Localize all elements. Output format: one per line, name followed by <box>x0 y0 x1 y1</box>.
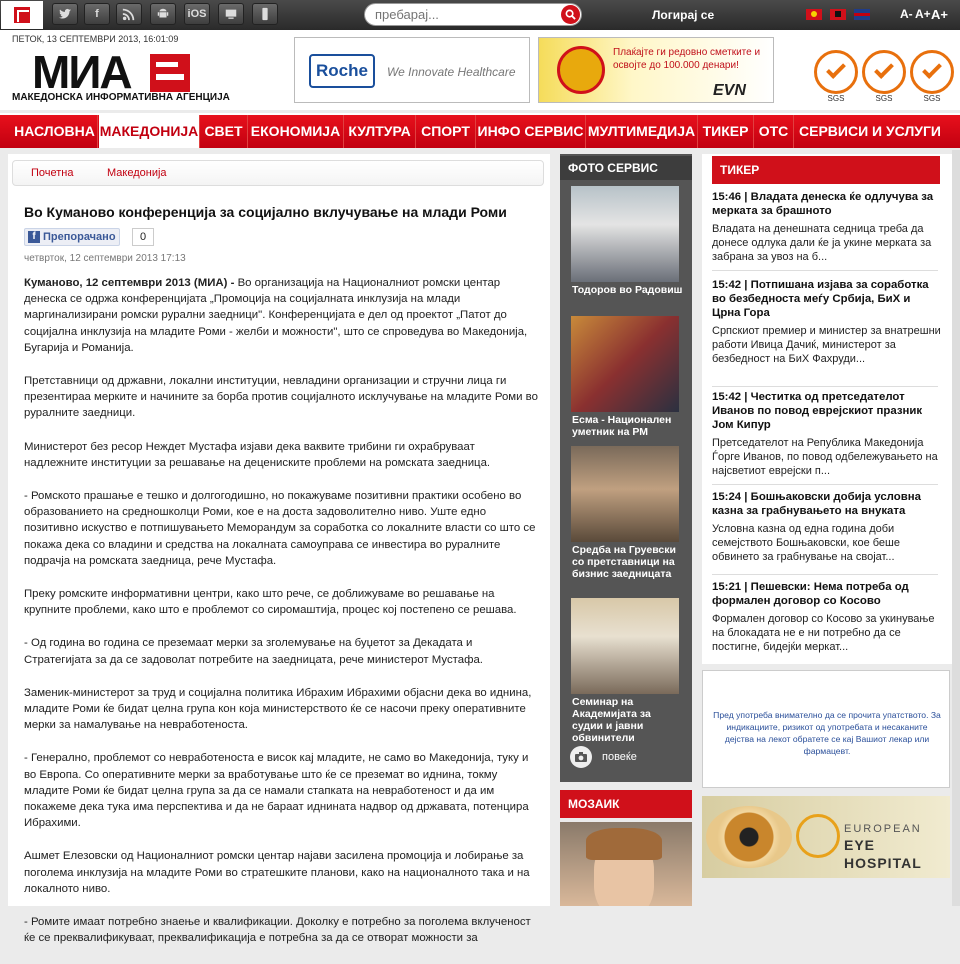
ticker-panel <box>702 154 960 664</box>
article-paragraph: Министерот без ресор Нeждет Мустафа изјави дека ваквите трибини ги охрабруваат надлежните институции за решавање на децениските проблеми на ромската заедница. <box>24 440 491 469</box>
desktop-icon <box>224 7 238 21</box>
roche-tagline: We Innovate Healthcare <box>387 65 516 79</box>
photo-caption[interactable]: Тодоров во Радовиш <box>572 284 683 296</box>
article-date: четврток, 12 септември 2013 17:13 <box>24 253 186 264</box>
facebook-like-button[interactable]: f Препорачано <box>24 228 120 246</box>
nav-info-servis[interactable]: ИНФО СЕРВИС <box>476 115 586 148</box>
font-increase-button[interactable]: A+ <box>931 7 948 22</box>
ticker-divider <box>712 484 938 485</box>
article-paragraph: Претставници од државни, локални институции, невладини организации и стручни лица ги презентираа мерките и начините за борба против социјалното исклучување на младите Роми во руралните заедници. <box>24 375 538 420</box>
ticker-summary: Условна казна од една година доби семејството Бошњаковски, кое беше обвинето за грабнување на својат... <box>712 523 900 563</box>
ticker-summary: Формален договор со Косово за укинување на блокадата не е ни потребно да се постигне, бидејќи меркат... <box>712 613 935 653</box>
mk-flag-icon[interactable] <box>806 9 822 20</box>
nav-kultura[interactable]: КУЛТУРА <box>344 115 416 148</box>
photo-thumb[interactable] <box>571 598 679 694</box>
photo-caption[interactable]: Семинар на Академијата за судии и јавни обвинители <box>572 696 651 744</box>
ticker-headline[interactable]: 15:42 | Потпишана изјава за соработка во безбедноста меѓу Србија, БиХ и Црна Гора <box>712 279 929 319</box>
nav-servisi[interactable]: СЕРВИСИ И УСЛУГИ <box>799 123 941 139</box>
sgs-label: SGS <box>827 94 845 103</box>
article-paragraph: - Генерално, проблемот со невработеноста е висок кај младите, не само во Македонија, туку и во Европа. Со оперативните мерки за вработување што ќе се преземат во иднина, токму младите Роми ќе бидат целна група за да се намали стапката на невработеност и да им покажеме дека тука има перспектива и да не бараат иднината надвор од државата, потенцира Ибрахими. <box>24 752 529 830</box>
ticker-item[interactable] <box>712 390 942 478</box>
nav-tiker[interactable]: ТИКЕР <box>698 115 754 148</box>
home-button[interactable] <box>1 1 43 29</box>
ticker-item[interactable] <box>712 490 942 564</box>
article-paragraph: - Ромското прашање е тешко и долгогодишно, но покажуваме позитивни практики особено во образованието на средношколци Роми, кое е на доста задоволително ниво. Уште едно позитивно искуство е потпишувањето Меморандум за соработка со локалните власти со што се покажа дека со владини и средства на локалната самоуправа се инвестира во руралните подрачја на ромската заедница, рече Мустафа. <box>24 490 536 567</box>
twitter-button[interactable] <box>52 3 78 25</box>
login-link[interactable]: Логирај се <box>652 8 715 22</box>
article-paragraph: Заменик-министерот за труд и социјална политика Ибрахим Ибрахими објасни дека во иднина, младите Роми ќе бидат целна група кон која министерството ќе се насочи преку оперативните мерки за намалување на невработеноста. <box>24 686 532 732</box>
evn-logo: EVN <box>713 82 746 99</box>
sgs-cert-icon <box>910 50 954 103</box>
eye-hospital-line2: EYE HOSPITAL <box>844 837 922 871</box>
mozaik-title: МОЗАИК <box>560 790 692 818</box>
font-reset-button[interactable]: A+ <box>915 7 931 21</box>
photo-thumb[interactable] <box>571 186 679 282</box>
photo-thumb[interactable] <box>571 316 679 412</box>
ios-label: iOS <box>187 8 207 20</box>
android-button[interactable] <box>150 3 176 25</box>
roche-logo: Roche <box>309 54 375 88</box>
desktop-button[interactable] <box>218 3 244 25</box>
like-count: 0 <box>132 228 154 246</box>
eye-image <box>706 806 792 868</box>
nav-ekonomija[interactable]: ЕКОНОМИЈА <box>248 115 344 148</box>
rss-icon <box>122 7 136 21</box>
logo-subtitle: МАКЕДОНСКА ИНФОРМАТИВНА АГЕНЦИЈА <box>12 92 230 103</box>
photo-caption[interactable]: Средба на Груевски со претставници на бизнис заедницата <box>572 544 676 580</box>
nav-naslovna[interactable]: НАСЛОВНА <box>12 115 98 148</box>
breadcrumb-makedonija[interactable]: Македонија <box>107 167 167 179</box>
ticker-headline[interactable]: 15:46 | Владата денеска ќе одлучува за мерката за брашното <box>712 191 934 217</box>
facebook-icon: f <box>95 8 99 20</box>
ticker-summary: Српскиот премиер и министер за внатрешни работи Ивица Дачиќ, министерот за безбедност на БиХ Фахруди... <box>712 325 941 365</box>
eye-hospital-ad-banner[interactable] <box>702 796 950 878</box>
top-toolbar <box>0 0 960 30</box>
breadcrumb-home[interactable]: Почетна <box>31 167 74 179</box>
eye-hospital-line1: EUROPEAN <box>844 823 922 835</box>
main-nav <box>0 113 960 148</box>
roche-ad-banner[interactable] <box>294 37 530 103</box>
font-decrease-button[interactable]: A- <box>900 7 913 21</box>
sgs-label: SGS <box>875 94 893 103</box>
ticker-divider <box>712 574 938 575</box>
android-icon <box>156 7 170 21</box>
evn-badge-icon <box>557 46 605 94</box>
mia-logo[interactable] <box>12 46 230 104</box>
ticker-headline[interactable]: 15:21 | Пешевски: Нема потреба од формален договор со Косово <box>712 581 909 607</box>
article-paragraph: - Од година во година се преземаат мерки за зголемување на буџетот за Декадата и Стратегијата за да се задоволат потребите на заедницата, рече министерот Мустафа. <box>24 637 483 666</box>
eye-hospital-text <box>844 821 950 873</box>
facebook-button[interactable] <box>84 3 110 25</box>
photo-service-title: ФОТО СЕРВИС <box>560 156 692 180</box>
more-photos-link[interactable] <box>570 746 637 768</box>
nav-makedonija[interactable]: МАКЕДОНИЈА <box>99 115 200 148</box>
eye-hospital-logo-icon <box>796 814 840 858</box>
al-flag-icon[interactable] <box>830 9 846 20</box>
ticker-item[interactable] <box>712 580 942 654</box>
sgs-cert-icon <box>814 50 858 103</box>
breadcrumb <box>12 160 544 186</box>
home-icon <box>14 7 30 23</box>
ticker-title: ТИКЕР <box>712 156 940 184</box>
more-photos-label: повеќе <box>602 751 637 763</box>
en-flag-icon[interactable] <box>854 9 870 20</box>
ticker-divider <box>712 386 938 387</box>
nav-ots[interactable]: ОТС <box>754 115 794 148</box>
article-panel <box>8 154 550 945</box>
right-edge-strip <box>952 150 960 906</box>
mozaik-photo[interactable] <box>560 822 692 906</box>
evn-ad-text: Плаќајте ги редовно сметките и освојте до 100.000 денари! <box>613 47 761 71</box>
article-paragraph: Преку ромските информативни центри, како што рече, се доближуваме во решавање на крупните проблеми, како што е проблемот со сиромаштија, процес кој постепено се решава. <box>24 588 517 617</box>
nav-svet[interactable]: СВЕТ <box>200 115 248 148</box>
pharma-ad-text: Пред употреба внимателно да се прочита упатството. За индикациите, ризикот од употребата и несаканите дејства на лекот обратете се кај Вашиот лекар или фармацевт. <box>713 710 941 756</box>
mozaik-photo-hair <box>586 828 662 860</box>
nav-sport[interactable]: СПОРТ <box>416 115 476 148</box>
ticker-summary: Претседателот на Република Македонија Ѓорге Иванов, по повод одбележувањето на најсветиот еврејски п... <box>712 437 938 477</box>
photo-caption[interactable]: Есма - Национален уметник на РМ <box>572 414 672 438</box>
search-button[interactable] <box>561 5 580 24</box>
evn-ad-banner[interactable] <box>538 37 774 103</box>
rss-button[interactable] <box>116 3 142 25</box>
search-icon <box>565 9 576 20</box>
ticker-divider <box>712 270 938 271</box>
dateline: ПЕТОК, 13 СЕПТЕМВРИ 2013, 16:01:09 <box>12 34 179 44</box>
ticker-summary: Владата на денешната седница треба да донесе одлука дали ќе ја укине мерката за забрана за увоз на б... <box>712 223 932 263</box>
ticker-headline[interactable]: 15:24 | Бошњаковски добија условна казна за грабнувањето на внуката <box>712 491 921 517</box>
photo-thumb[interactable] <box>571 446 679 542</box>
photo-service-panel <box>560 154 692 782</box>
search-input[interactable] <box>365 7 545 22</box>
article-body <box>24 275 538 964</box>
article-paragraph: Ашмет Елезовски од Националниот ромски центар најави засилена промоција и лобирање за поголема инклузија на младите Роми во стратешките планови, како на националното така и на локалното ниво. <box>24 850 530 895</box>
ticker-item[interactable] <box>712 278 942 366</box>
logo-mark <box>150 54 190 92</box>
sgs-cert-icon <box>862 50 906 103</box>
ticker-headline[interactable]: 15:42 | Честитка од претседателот Иванов по повод еврејскиот празник Јом Кипур <box>712 391 923 431</box>
logo-text: МИА <box>32 46 131 98</box>
camera-icon <box>570 746 592 768</box>
nav-multimedija[interactable]: МУЛТИМЕДИЈА <box>586 115 698 148</box>
mobile-icon <box>258 7 272 21</box>
article-paragraph: - Ромите имаат потребно знаење и квалификации. Доколку е потребно за поголема вклученост ќе се преквалификуваат, преквалификација е потребна за да се отворат можности за <box>24 916 531 945</box>
sgs-label: SGS <box>923 94 941 103</box>
article-paragraph-text: Во организација на Националниот ромски центар денеска се одржа конференцијата „Промоција на социјалната инклузија на млади маргинализирани ромски рурални заедници". Конференцијата е дел од проектот „Патот до социјална инклузија на младите Роми - желби и можности", што се спроведува во Македонија, Бугарија и Романија. <box>24 277 528 354</box>
ticker-item[interactable] <box>712 190 942 264</box>
pharma-ad-banner[interactable] <box>702 670 950 788</box>
mobile-button[interactable] <box>252 3 278 25</box>
article-paragraph <box>24 275 538 356</box>
article-title: Во Куманово конференција за социјално вклучување на млади Роми <box>24 204 507 220</box>
twitter-icon <box>58 7 72 21</box>
search-box <box>364 3 582 26</box>
article-lead: Куманово, 12 септември 2013 (МИА) - <box>24 277 235 289</box>
ios-button[interactable] <box>184 3 210 25</box>
